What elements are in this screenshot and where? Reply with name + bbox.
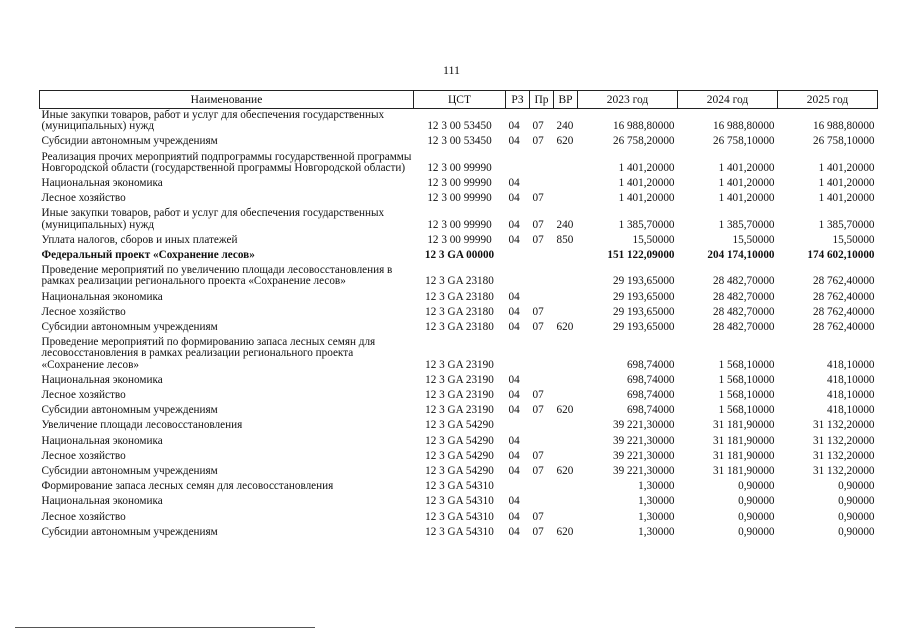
cell-rz: 04: [508, 373, 520, 386]
cell-pr: [530, 151, 554, 177]
cell-2024: 31 181,90000: [712, 465, 775, 478]
table-row: [40, 511, 878, 526]
cell-cst: 12 3 GA 00000: [424, 249, 495, 262]
cell-pr: [530, 419, 554, 434]
cell-2025: 174 602,10000: [807, 249, 875, 262]
cell-2024: 15,50000: [732, 233, 775, 246]
cell-name: Федеральный проект «Сохранение лесов»: [41, 249, 255, 262]
cell-2023: 698,74000: [626, 373, 675, 386]
cell-vr: [554, 374, 578, 389]
cell-rz: 04: [508, 389, 520, 402]
cell-vr: [554, 249, 578, 264]
cell-2023: 15,50000: [632, 233, 675, 246]
cell-pr: 07: [532, 449, 544, 462]
cell-rz: 04: [508, 321, 520, 334]
cell-pr: [530, 249, 554, 264]
table-body: [40, 109, 878, 542]
cell-2023: 39 221,30000: [612, 449, 675, 462]
cell-cst: 12 3 GA 23180: [425, 305, 494, 318]
cell-2023: 26 758,20000: [612, 135, 675, 148]
cell-2025: 15,50000: [832, 233, 875, 246]
cell-cst: 12 3 00 53450: [427, 120, 492, 133]
cell-2023: 698,74000: [626, 404, 675, 417]
cell-cst: 12 3 GA 23190: [425, 358, 494, 371]
cell-name: Национальная экономика: [41, 373, 163, 386]
table-row: [40, 234, 878, 249]
cell-2025: 418,10000: [826, 373, 875, 386]
cell-2025: 31 132,20000: [812, 465, 875, 478]
table-row: [40, 495, 878, 510]
cell-2024: 1 401,20000: [718, 161, 775, 174]
table-row: [40, 135, 878, 150]
cell-pr: 07: [532, 465, 544, 478]
cell-rz: 04: [508, 449, 520, 462]
cell-vr: 240: [556, 218, 574, 231]
cell-2025: 0,90000: [838, 480, 875, 493]
cell-pr: 07: [532, 389, 544, 402]
header-2024: 2024 год: [678, 91, 778, 109]
cell-2025: 0,90000: [838, 495, 875, 508]
cell-vr: [554, 306, 578, 321]
cell-2024: 16 988,80000: [712, 120, 775, 133]
cell-pr: [530, 264, 554, 290]
cell-name: Субсидии автономным учреждениям: [41, 404, 218, 417]
cell-rz: [506, 151, 530, 177]
table-row: [40, 450, 878, 465]
cell-2025: 1 401,20000: [818, 161, 875, 174]
cell-2024: 26 758,10000: [712, 135, 775, 148]
cell-name: Лесное хозяйство: [41, 305, 126, 318]
cell-vr: [554, 192, 578, 207]
cell-2024: 1 568,10000: [718, 373, 775, 386]
page-number: 111: [442, 63, 461, 77]
cell-2024: 31 181,90000: [712, 419, 775, 432]
cell-rz: 04: [508, 465, 520, 478]
cell-vr: [554, 511, 578, 526]
table-row: [40, 321, 878, 336]
table-row: [40, 526, 878, 541]
cell-rz: 04: [508, 404, 520, 417]
cell-2024: 28 482,70000: [712, 275, 775, 288]
cell-cst: 12 3 00 99990: [427, 177, 492, 190]
cell-2023: 1 385,70000: [618, 218, 675, 231]
cell-rz: 04: [508, 218, 520, 231]
cell-cst: 12 3 GA 23190: [425, 404, 494, 417]
cell-2023: 698,74000: [626, 389, 675, 402]
table-row: [40, 480, 878, 495]
cell-rz: 04: [508, 290, 520, 303]
cell-name: Проведение мероприятий по формированию запаса лесных семян для лесовосстановления в рамках реализации регионального проекта «Сохранение лесов»: [41, 336, 376, 371]
cell-vr: [554, 151, 578, 177]
cell-cst: 12 3 GA 54290: [425, 465, 494, 478]
cell-2023: 29 193,65000: [612, 290, 675, 303]
cell-cst: 12 3 GA 54310: [425, 480, 494, 493]
cell-2025: 418,10000: [826, 389, 875, 402]
cell-cst: 12 3 GA 23180: [425, 275, 494, 288]
cell-rz: 04: [508, 192, 520, 205]
cell-name: Национальная экономика: [41, 495, 163, 508]
cell-2023: 1 401,20000: [618, 177, 675, 190]
footer-divider: [15, 627, 315, 628]
cell-2024: 1 568,10000: [718, 358, 775, 371]
cell-rz: 04: [508, 434, 520, 447]
cell-pr: 07: [532, 192, 544, 205]
cell-2024: 0,90000: [738, 495, 775, 508]
cell-cst: 12 3 00 99990: [427, 192, 492, 205]
cell-pr: 07: [532, 404, 544, 417]
cell-2023: 151 122,09000: [607, 249, 675, 262]
cell-2024: 31 181,90000: [712, 449, 775, 462]
table-row: [40, 419, 878, 434]
cell-name: Формирование запаса лесных семян для лесовосстановления: [41, 480, 334, 493]
cell-2025: 28 762,40000: [812, 290, 875, 303]
cell-2023: 698,74000: [626, 358, 675, 371]
header-cst: ЦСТ: [414, 91, 506, 109]
cell-2025: 31 132,20000: [812, 434, 875, 447]
cell-cst: 12 3 GA 23190: [425, 373, 494, 386]
cell-2025: 28 762,40000: [812, 275, 875, 288]
cell-2023: 39 221,30000: [612, 465, 675, 478]
cell-2025: 1 385,70000: [818, 218, 875, 231]
cell-cst: 12 3 00 99990: [427, 218, 492, 231]
cell-name: Национальная экономика: [41, 290, 163, 303]
cell-2023: 1,30000: [638, 525, 675, 538]
cell-vr: 240: [556, 120, 574, 133]
cell-cst: 12 3 GA 23180: [425, 321, 494, 334]
cell-vr: [554, 389, 578, 404]
cell-2025: 28 762,40000: [812, 321, 875, 334]
cell-cst: 12 3 GA 54310: [425, 525, 494, 538]
table-row: [40, 207, 878, 233]
cell-2023: 16 988,80000: [612, 120, 675, 133]
cell-2024: 1 385,70000: [718, 218, 775, 231]
cell-rz: 04: [508, 495, 520, 508]
cell-vr: [554, 435, 578, 450]
table-row: [40, 109, 878, 136]
cell-pr: [530, 177, 554, 192]
cell-pr: 07: [532, 305, 544, 318]
table-row: [40, 177, 878, 192]
cell-name: Иные закупки товаров, работ и услуг для обеспечения государственных (муниципальных) нужд: [41, 207, 385, 231]
cell-2024: 28 482,70000: [712, 290, 775, 303]
cell-pr: [530, 435, 554, 450]
cell-pr: [530, 336, 554, 374]
cell-cst: 12 3 00 53450: [427, 135, 492, 148]
cell-rz: 04: [508, 120, 520, 133]
cell-name: Субсидии автономным учреждениям: [41, 465, 218, 478]
cell-2024: 0,90000: [738, 525, 775, 538]
cell-name: Лесное хозяйство: [41, 449, 126, 462]
header-pr: Пр: [530, 91, 554, 109]
cell-name: Субсидии автономным учреждениям: [41, 135, 218, 148]
cell-2024: 28 482,70000: [712, 321, 775, 334]
header-2023: 2023 год: [578, 91, 678, 109]
cell-2023: 1,30000: [638, 480, 675, 493]
cell-name: Реализация прочих мероприятий подпрограммы государственной программы Новгородской области (государственной программы Новгородской области): [41, 150, 412, 174]
cell-vr: [554, 177, 578, 192]
table-row: [40, 374, 878, 389]
cell-rz: 04: [508, 510, 520, 523]
cell-vr: 850: [556, 233, 574, 246]
cell-vr: [554, 419, 578, 434]
table-row: [40, 435, 878, 450]
cell-rz: 04: [508, 177, 520, 190]
cell-2024: 28 482,70000: [712, 305, 775, 318]
cell-cst: 12 3 00 99990: [427, 161, 492, 174]
table-row: [40, 389, 878, 404]
cell-2024: 1 401,20000: [718, 177, 775, 190]
cell-2025: 418,10000: [826, 404, 875, 417]
header-rz: РЗ: [506, 91, 530, 109]
cell-name: Уплата налогов, сборов и иных платежей: [41, 233, 238, 246]
cell-pr: 07: [532, 233, 544, 246]
cell-2024: 1 401,20000: [718, 192, 775, 205]
cell-name: Иные закупки товаров, работ и услуг для обеспечения государственных (муниципальных) нужд: [41, 109, 385, 133]
cell-name: Лесное хозяйство: [41, 192, 126, 205]
cell-cst: 12 3 GA 54290: [425, 449, 494, 462]
cell-cst: 12 3 GA 54290: [425, 434, 494, 447]
table-header-row: [40, 91, 878, 109]
cell-pr: 07: [532, 218, 544, 231]
cell-rz: 04: [508, 135, 520, 148]
cell-name: Субсидии автономным учреждениям: [41, 321, 218, 334]
cell-rz: 04: [508, 233, 520, 246]
cell-pr: 07: [532, 135, 544, 148]
cell-2023: 1 401,20000: [618, 161, 675, 174]
cell-rz: 04: [508, 525, 520, 538]
cell-vr: 620: [556, 321, 574, 334]
cell-vr: 620: [556, 465, 574, 478]
cell-vr: [554, 495, 578, 510]
cell-2023: 1,30000: [638, 510, 675, 523]
cell-2024: 204 174,10000: [707, 249, 775, 262]
cell-2025: 26 758,10000: [812, 135, 875, 148]
cell-vr: [554, 480, 578, 495]
cell-2023: 39 221,30000: [612, 434, 675, 447]
cell-2025: 0,90000: [838, 510, 875, 523]
table-row: [40, 291, 878, 306]
cell-cst: 12 3 GA 23180: [425, 290, 494, 303]
cell-2024: 1 568,10000: [718, 389, 775, 402]
table-row: [40, 264, 878, 290]
cell-pr: 07: [532, 120, 544, 133]
cell-pr: [530, 291, 554, 306]
cell-vr: [554, 291, 578, 306]
cell-2024: 0,90000: [738, 480, 775, 493]
cell-pr: 07: [532, 510, 544, 523]
cell-2025: 1 401,20000: [818, 177, 875, 190]
cell-rz: 04: [508, 305, 520, 318]
cell-vr: 620: [556, 135, 574, 148]
cell-name: Национальная экономика: [41, 177, 163, 190]
cell-rz: [506, 336, 530, 374]
cell-name: Лесное хозяйство: [41, 510, 126, 523]
cell-2023: 1,30000: [638, 495, 675, 508]
table-row: [40, 306, 878, 321]
cell-2025: 1 401,20000: [818, 192, 875, 205]
cell-rz: [506, 249, 530, 264]
cell-2024: 1 568,10000: [718, 404, 775, 417]
cell-rz: [506, 419, 530, 434]
cell-2023: 39 221,30000: [612, 419, 675, 432]
cell-pr: [530, 495, 554, 510]
cell-pr: 07: [532, 525, 544, 538]
table-row: [40, 336, 878, 374]
cell-2024: 0,90000: [738, 510, 775, 523]
budget-table: [39, 90, 878, 541]
cell-vr: [554, 264, 578, 290]
cell-2025: 31 132,20000: [812, 419, 875, 432]
cell-name: Лесное хозяйство: [41, 389, 126, 402]
cell-2025: 28 762,40000: [812, 305, 875, 318]
cell-2025: 16 988,80000: [812, 120, 875, 133]
header-2025: 2025 год: [778, 91, 878, 109]
table-row: [40, 249, 878, 264]
cell-pr: 07: [532, 321, 544, 334]
cell-pr: [530, 374, 554, 389]
cell-2023: 29 193,65000: [612, 321, 675, 334]
cell-name: Субсидии автономным учреждениям: [41, 525, 218, 538]
cell-cst: 12 3 00 99990: [427, 233, 492, 246]
cell-vr: 620: [556, 404, 574, 417]
cell-2025: 0,90000: [838, 525, 875, 538]
cell-name: Национальная экономика: [41, 434, 163, 447]
cell-cst: 12 3 GA 54310: [425, 510, 494, 523]
cell-pr: [530, 480, 554, 495]
cell-2025: 31 132,20000: [812, 449, 875, 462]
cell-rz: [506, 480, 530, 495]
table-row: [40, 465, 878, 480]
cell-cst: 12 3 GA 54290: [425, 419, 494, 432]
cell-name: Проведение мероприятий по увеличению площади лесовосстановления в рамках реализации регионального проекта «Сохранение лесов»: [41, 264, 393, 288]
table-row: [40, 192, 878, 207]
header-vr: ВР: [554, 91, 578, 109]
header-name: Наименование: [40, 91, 414, 109]
cell-name: Увеличение площади лесовосстановления: [41, 419, 243, 432]
cell-rz: [506, 264, 530, 290]
cell-2023: 29 193,65000: [612, 275, 675, 288]
table-row: [40, 151, 878, 177]
cell-2025: 418,10000: [826, 358, 875, 371]
cell-vr: 620: [556, 525, 574, 538]
table-row: [40, 404, 878, 419]
cell-2023: 29 193,65000: [612, 305, 675, 318]
cell-2024: 31 181,90000: [712, 434, 775, 447]
cell-2023: 1 401,20000: [618, 192, 675, 205]
cell-vr: [554, 336, 578, 374]
cell-cst: 12 3 GA 54310: [425, 495, 494, 508]
cell-cst: 12 3 GA 23190: [425, 389, 494, 402]
cell-vr: [554, 450, 578, 465]
